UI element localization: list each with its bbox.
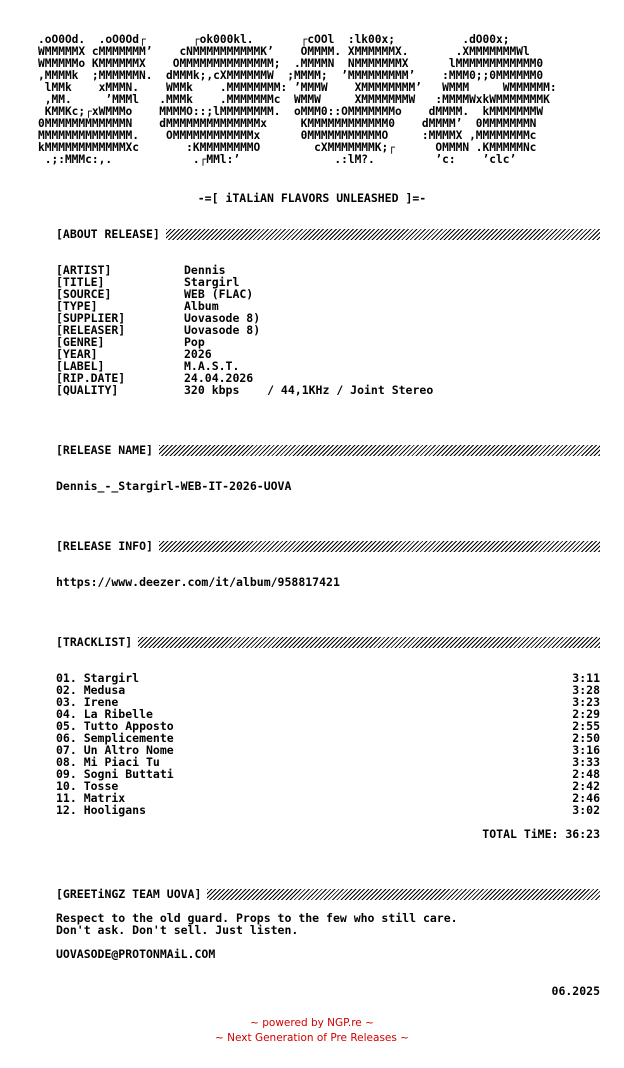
about-key: [GENRE] <box>56 335 105 349</box>
track-time: 3:02 <box>572 803 600 817</box>
section-divider-hatch <box>207 889 600 900</box>
track-time: 2:50 <box>572 731 600 745</box>
section-label-release-name: [RELEASE NAME] <box>56 443 153 457</box>
about-key: [LABEL] <box>56 359 105 373</box>
about-value: Uovasode 8) <box>184 323 261 337</box>
section-divider-hatch <box>138 637 600 648</box>
section-header-tracklist <box>56 635 600 649</box>
about-value: Dennis <box>184 263 226 277</box>
about-row-artist <box>56 264 433 276</box>
section-label-greetings: [GREETiNGZ TEAM UOVA] <box>56 887 202 901</box>
track-time: 2:48 <box>572 767 600 781</box>
footer-tagline: ~ Next Generation of Pre Releases ~ <box>215 1032 409 1044</box>
release-info-url[interactable]: https://www.deezer.com/it/album/958817421 <box>56 575 340 589</box>
track-title: 04. La Ribelle <box>56 707 153 721</box>
track-title: 10. Tosse <box>56 779 119 793</box>
about-key: [SOURCE] <box>56 287 112 301</box>
section-divider-hatch <box>166 229 600 240</box>
ascii-art-logo: .oO0Od. .oO0Od┌ ┌ok000kl. ┌cOOl :lk00x; .dO00x; WMMMMMX cMMMMMMM’ cNMMMMMMMMMMK’ OMMMM. XMMMMMMX. .XMMMMMMMWl WMMMMMo KMMMMMMX OMMMMMMMMMMMMMM; .MMMMN NMMMMMMMX lMMMMMMMMMMMM0 ,MMMMk ;MMMMMMN. dMMMk;,cXMMMMMMW ;MMMM; ’MMMMMMMMM’ :MMM0;;0MMMMMM0 lMMk xMMMN. WMMk .MMMMMMMM: ’MMMW XMMMMMMMM’ WMMM WMMMMMM: ,MM. ’MMMl .MMMk .MMMMMMMc WMMW XMMMMMMMW :MMMMWxkWMMMMMMMK KMMKc;┌xWMMMo MMMMO::;lMMMMMMMM. oMMM0::OMMMMMMMo dMMMM. kMMMMMMMW 0MMMMMMMMMMMMN dMMMMMMMMMMMMMMx KMMMMMMMMMMMM0 dMMMM’ 0MMMMMMMN MMMMMMMMMMMMMM. OMMMMMMMMMMMMx 0MMMMMMMMMMMO :MMMMX ,MMMMMMMMc kMMMMMMMMMMMMXc :KMMMMMMMMO cXMMMMMMMK;┌ OMMMN .KMMMMMNc .;:MMMc:,. .┌MMl:’ .:lM?. ’c: ’clc’ <box>38 33 557 166</box>
release-name-text: Dennis_-_Stargirl-WEB-IT-2026-UOVA <box>56 479 292 493</box>
track-title: 11. Matrix <box>56 791 126 805</box>
about-value: 2026 <box>184 347 212 361</box>
about-row-year <box>56 348 433 360</box>
contact-email[interactable]: UOVASODE@PROTONMAiL.COM <box>56 947 216 961</box>
track-time: 3:23 <box>572 695 600 709</box>
track-row <box>56 684 600 696</box>
about-value: WEB (FLAC) <box>184 287 254 301</box>
greetings-line-2: Don't ask. Don't sell. Just listen. <box>56 923 299 937</box>
about-row-releaser <box>56 324 433 336</box>
about-value: 24.04.2026 <box>184 371 254 385</box>
about-release-table <box>56 264 433 396</box>
track-title: 09. Sogni Buttati <box>56 767 174 781</box>
track-time: 2:42 <box>572 779 600 793</box>
release-date: 06.2025 <box>551 984 600 998</box>
total-time: TOTAL TiME: 36:23 <box>482 827 600 841</box>
about-key: [TYPE] <box>56 299 98 313</box>
section-label-release-info: [RELEASE INFO] <box>56 539 153 553</box>
section-label-tracklist: [TRACKLIST] <box>56 635 133 649</box>
track-title: 12. Hooligans <box>56 803 147 817</box>
section-header-greetings <box>56 887 600 901</box>
about-key: [YEAR] <box>56 347 98 361</box>
about-key: [RELEASER] <box>56 323 126 337</box>
track-time: 3:11 <box>572 671 600 685</box>
section-header-about <box>56 227 600 241</box>
track-row <box>56 780 600 792</box>
track-title: 02. Medusa <box>56 683 126 697</box>
about-row-quality <box>56 384 433 396</box>
about-key: [RIP.DATE] <box>56 371 126 385</box>
about-value: Stargirl <box>184 275 240 289</box>
section-header-release-info <box>56 539 600 553</box>
about-value: 320 kbps / 44,1KHz / Joint Stereo <box>184 383 434 397</box>
track-title: 08. Mi Piaci Tu <box>56 755 160 769</box>
about-key: [QUALITY] <box>56 383 119 397</box>
track-time: 3:16 <box>572 743 600 757</box>
track-row <box>56 768 600 780</box>
track-time: 2:55 <box>572 719 600 733</box>
section-label-about: [ABOUT RELEASE] <box>56 227 160 241</box>
about-key: [TITLE] <box>56 275 105 289</box>
section-divider-hatch <box>159 445 600 456</box>
footer-powered-by[interactable]: ~ powered by NGP.re ~ <box>250 1017 374 1029</box>
section-divider-hatch <box>159 541 600 552</box>
section-header-release-name <box>56 443 600 457</box>
about-key: [SUPPLIER] <box>56 311 126 325</box>
about-row-source <box>56 288 433 300</box>
track-title: 06. Semplicemente <box>56 731 174 745</box>
track-time: 2:29 <box>572 707 600 721</box>
track-row <box>56 672 600 684</box>
track-time: 3:28 <box>572 683 600 697</box>
about-value: Album <box>184 299 219 313</box>
about-row-genre <box>56 336 433 348</box>
tagline: -=[ iTALiAN FLAVORS UNLEASHED ]=- <box>197 191 427 205</box>
about-value: Pop <box>184 335 205 349</box>
track-title: 07. Un Altro Nome <box>56 743 174 757</box>
track-title: 05. Tutto Apposto <box>56 719 174 733</box>
track-time: 3:33 <box>572 755 600 769</box>
about-key: [ARTIST] <box>56 263 112 277</box>
about-value: M.A.S.T. <box>184 359 240 373</box>
greetings-line-1: Respect to the old guard. Props to the few who still care. <box>56 911 458 925</box>
track-title: 03. Irene <box>56 695 119 709</box>
track-row <box>56 804 600 816</box>
about-value: Uovasode 8) <box>184 311 261 325</box>
track-time: 2:46 <box>572 791 600 805</box>
track-title: 01. Stargirl <box>56 671 140 685</box>
tracklist <box>56 672 600 816</box>
